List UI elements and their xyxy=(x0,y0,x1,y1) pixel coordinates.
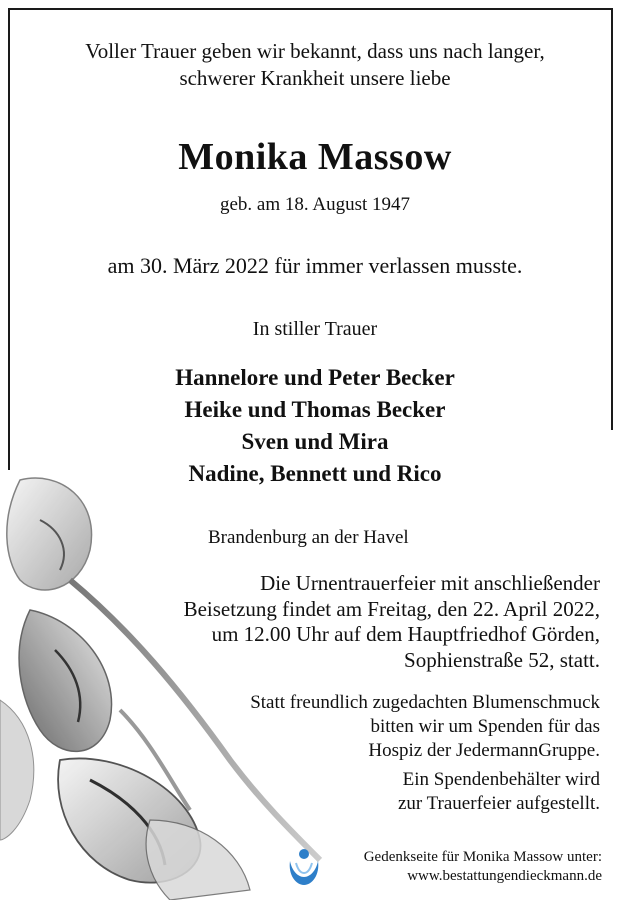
intro-line-1: Voller Trauer geben wir bekannt, dass uns nach langer, xyxy=(85,39,545,63)
family-member: Hannelore und Peter Becker xyxy=(175,365,455,390)
funeral-home-logo-icon xyxy=(284,843,324,889)
petal-middle xyxy=(19,610,111,751)
family-member: Nadine, Bennett und Rico xyxy=(188,461,442,486)
donation-box-line: Ein Spendenbehälter wird xyxy=(402,769,600,790)
footer-line-1: Gedenkseite für Monika Massow unter: xyxy=(363,849,602,865)
family-list xyxy=(0,362,630,490)
place-name: Brandenburg an der Havel xyxy=(208,527,409,548)
death-line: am 30. März 2022 für immer verlassen musste. xyxy=(107,253,523,278)
ceremony-line: Die Urnentrauerfeier mit anschließender xyxy=(260,571,600,595)
memorial-page-footer xyxy=(364,848,602,886)
ceremony-line: Sophienstraße 52, statt. xyxy=(404,647,600,672)
petal-top xyxy=(7,478,92,590)
ceremony-line: Beisetzung findet am Freitag, den 22. April 2022, xyxy=(183,596,600,621)
leaf-bottom xyxy=(146,820,250,900)
frame-fade-right xyxy=(610,430,618,900)
mourning-heading: In stiller Trauer xyxy=(252,318,378,340)
family-member: Heike und Thomas Becker xyxy=(184,397,446,422)
donation-line: Hospiz der JedermannGruppe. xyxy=(368,740,600,761)
ceremony-line: um 12.00 Uhr auf dem Hauptfriedhof Görden, xyxy=(211,622,600,646)
donation-line: Statt freundlich zugedachten Blumenschmuck xyxy=(250,692,600,713)
ceremony-info xyxy=(184,571,600,673)
donation-info xyxy=(250,691,600,763)
intro-line-2: schwerer Krankheit unsere liebe xyxy=(179,66,451,90)
calla-lily-illustration xyxy=(0,460,340,900)
leaf-left xyxy=(0,700,34,840)
memorial-website-link[interactable]: www.bestattungendieckmann.de xyxy=(407,868,602,884)
donation-box-info xyxy=(398,768,600,816)
birth-date: geb. am 18. August 1947 xyxy=(220,194,410,215)
donation-box-line: zur Trauerfeier aufgestellt. xyxy=(397,793,600,814)
deceased-name: Monika Massow xyxy=(178,136,452,178)
family-member: Sven und Mira xyxy=(241,429,389,454)
donation-line: bitten wir um Spenden für das xyxy=(370,716,600,737)
intro-text xyxy=(0,38,630,92)
